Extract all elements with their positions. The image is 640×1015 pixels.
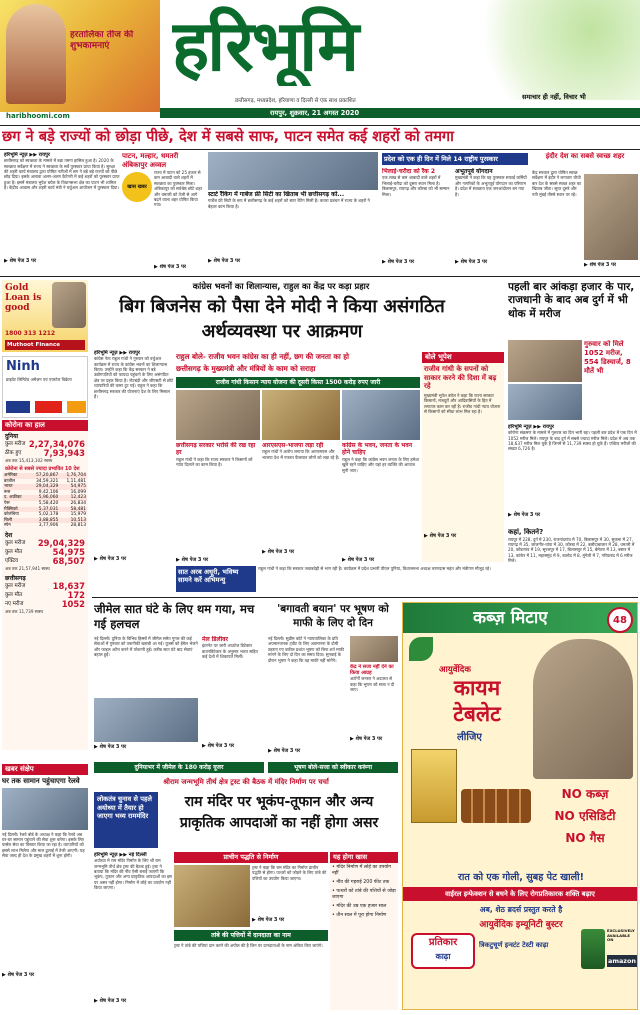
startup-story — [208, 191, 378, 273]
ad-headline: Gold Loan is good — [5, 283, 42, 313]
stat-value: 2,27,34,076 — [28, 439, 85, 450]
continued-link[interactable]: ▶ शेष पेज 3 पर — [208, 258, 241, 265]
gmail-bar: दुनियाभर में जीमेल के 180 करोड़ यूजर — [94, 762, 264, 773]
corona-box — [2, 420, 88, 750]
story-headline: मेल डिलीवर — [202, 636, 228, 643]
country-name: द. अफ्रीका — [4, 495, 22, 501]
train-photo — [2, 788, 88, 830]
virus-bar: वाईरल इन्फेक्शन से बचने के लिए रोगप्रतिकारक शक्ति बढ़ाए — [403, 887, 637, 901]
kadha-name: काढ़ा — [435, 952, 451, 961]
continued-link[interactable]: ▶ शेष पेज 3 पर — [94, 998, 127, 1005]
story-headline: अभूतपूर्व योगदान — [455, 168, 493, 175]
rahul-photo-2 — [262, 390, 340, 440]
country-cases: 29,04,329 — [35, 484, 59, 490]
gmail-story — [94, 636, 200, 760]
country-deaths: 28,813 — [70, 523, 86, 529]
nyay-bar: राजीव गांधी किसान न्याय योजना की दूसरी किस्त 1500 करोड़ रुपए जारी — [176, 377, 420, 388]
continued-link[interactable]: ▶ शेष पेज 3 पर — [268, 748, 301, 754]
continued-link[interactable]: ▶ शेष पेज 3 पर — [508, 512, 541, 519]
story-body: केंद्र सरकार द्वारा घोषित स्वच्छ सर्वेक्षण में इंदौर ने लगातार चौथी बार देश के सबसे स्वच्छ शहर का खिताब जीता। सूरत दूसरे और नवी मुंबई तीसरे स्थान पर रहे। — [532, 170, 582, 197]
ram-temple-image — [174, 865, 250, 927]
durg-photo-2 — [508, 384, 582, 420]
no-item: NO एसिडिटी — [554, 809, 616, 823]
country-deaths: 1,76,704 — [66, 473, 86, 479]
immunity-line: आयुर्वेदिक इम्यूनिटी बुस्टर — [479, 920, 563, 930]
stat-label: कुल मरीज — [5, 583, 26, 590]
prachin-bar: प्राचीन पद्धति से निर्माण — [174, 852, 328, 863]
section-header: यह होगा खास — [330, 852, 398, 863]
patan-story — [122, 152, 204, 274]
story-body: गार्बेज फ्री सिटी के रूप में छत्तीसगढ़ के कई शहरों को स्टार रेटिंग मिली है। कचरा प्रबंधन में राज्य के शहरों ने बेहतर काम किया है। — [208, 198, 370, 209]
bhushan-bar: भूषण बोले-सजा को स्वीकार करूंगा — [268, 762, 398, 773]
district-counts: रायपुर में 228, दुर्ग में 230, राजनांदगांव में 70, बिलासपुर में 30, सुकमा में 27, रायगढ़ में 35, जांजगीर-चांपा में 30, कोरबा में 22, बलौदाबाजार में 28, धमतरी में 20, कोंडागांव में 19, सूरजपुर में 17, बिलासपुर में 15, बेमेतरा में 13, बस्तर में 13, कांकेर में 11, महासमुंद में 9, बालोद में 8, मुंगेली में 7, गरियाबंद में 6 मरीज मिले। — [508, 536, 635, 564]
product-strip — [461, 789, 531, 823]
tagline: लीजिए — [457, 732, 482, 743]
congress-kicker: कांग्रेस भवनों का शिलान्यास, राहुल का केंद्र पर कड़ा प्रहार — [192, 281, 370, 291]
ram-story — [94, 852, 172, 1012]
durg-stats: गुरुवार को मिले 1052 मरीज, 554 डिस्चार्ज, 8 मौतें भी — [584, 340, 631, 375]
pratikar-name: प्रतिकार — [428, 937, 458, 948]
section-header: खबर संक्षेप — [2, 764, 88, 775]
gold-loan-ad[interactable] — [2, 280, 88, 352]
rahul-quote: राहुल बोले- राजीव भवन कांग्रेस का ही नहीं, छग की जनता का हो — [176, 352, 349, 361]
ad-brand: Ninh — [6, 359, 40, 374]
country-name: ब्राजील — [4, 478, 16, 484]
award-ceremony-photo — [208, 152, 378, 190]
world-head: दुनिया — [5, 433, 19, 440]
promo-text: हरतालिका तीज की शुभकामनाएं — [70, 30, 134, 51]
prachin-story — [252, 865, 328, 927]
khas-item: • मंदिर की उम्र एक हजार साल — [332, 904, 387, 909]
story-body: राहुल ने कहा कि कांग्रेस भवन जनता के लिए हमेशा खुले रहने चाहिए और यहां हर व्यक्ति की आवाज सुनी जाए। — [342, 456, 420, 473]
byline: हरिभूमि न्यूज़ ▶▶ रायपुर — [4, 152, 50, 158]
congress-headline: बिग बिजनेस को पैसा देने मोदी ने किया असंगठित अर्थव्यवस्था पर आक्रमण — [119, 296, 445, 342]
trikatu-line: त्रिकटुचूर्ण इन्स्टंट टेस्टी काढ़ा — [479, 941, 549, 949]
story-body: मुख्यमंत्री ने कहा कि यह पुरस्कार सफाई कर्मियों और नागरिकों के अभूतपूर्व योगदान का परिणाम है। प्रदेश में स्वच्छता एक जनआंदोलन बन गया है। — [455, 175, 527, 197]
leaf-decoration — [476, 0, 640, 100]
cg-stats — [2, 582, 88, 609]
no-list — [533, 783, 637, 849]
continued-link[interactable]: ▶ शेष पेज 3 पर — [584, 262, 617, 268]
editions: छत्तीसगढ़, मध्यप्रदेश, हरियाणा व दिल्ली से एक साथ प्रकाशित — [235, 98, 356, 104]
country-name: चिली — [4, 517, 13, 523]
story-body: अटॉर्नी जनरल ने अदालत से कहा कि भूषण को सजा न दी जाए। — [350, 676, 395, 693]
continued-link[interactable]: ▶ शेष पेज 3 पर — [424, 532, 457, 539]
state-award-bar: प्रदेश को एक ही दिन में मिले 14 राष्ट्रीय पुरस्कार — [382, 153, 528, 165]
exclusively: EXCLUSIVELY AVAILABLE ON — [607, 929, 635, 943]
country-deaths: 1,11,481 — [66, 478, 86, 484]
ambassador-photo — [533, 639, 633, 779]
product-name: कायम टेबलेट — [453, 676, 501, 726]
section-header: बोले भूपेश — [422, 352, 504, 363]
no-item: NO गैस — [565, 831, 605, 845]
continued-link[interactable]: ▶ शेष पेज 3 पर — [455, 259, 488, 266]
story-body: नई दिल्ली। रेलवे बोर्ड के अध्यक्ष ने कहा कि रेलवे अब घर-घर सामान पहुंचाने की सेवा शुरू करेगा। इसके लिए पार्सल सेवा का विस्तार किया जा रहा है। व्यापारियों को इससे लाभ मिलेगा और माल ढुलाई में तेजी आएगी। यह सेवा जल्द ही देश के प्रमुख शहरों में शुरू होगी। — [2, 831, 85, 859]
story-body: अयोध्या में राम मंदिर निर्माण के लिए श्री राम जन्मभूमि तीर्थ क्षेत्र ट्रस्ट की बैठक हुई। ट्रस्ट ने बताया कि मंदिर की नींव ऐसी बनाई जाएगी कि भूकंप, तूफान और अन्य प्राकृतिक आपदाओं का इस पर असर नहीं होगा। निर्माण में लोहे का उपयोग नहीं किया जाएगा। — [94, 858, 172, 891]
country-deaths: 54,975 — [70, 484, 86, 490]
country-cases: 57,20,867 — [35, 473, 59, 479]
world-stats — [2, 440, 88, 458]
country-cases: 34,59,321 — [35, 478, 59, 484]
india-note: अब तक 21,57,941 स्वस्थ — [5, 566, 50, 572]
story-body: मुख्यमंत्री भूपेश बघेल ने कहा कि राज्य सरकार किसानों, मजदूरों और आदिवासियों के हित में लगातार काम कर रही है। राजीव गांधी न्याय योजना से किसानों को सीधा लाभ मिल रहा है। — [424, 392, 501, 414]
continued-link[interactable]: ▶ शेष पेज 3 पर — [176, 556, 209, 562]
byline: हरिभूमि न्यूज़ ▶▶ रायपुर — [94, 350, 140, 356]
congress-body — [94, 350, 174, 570]
cg-head: छत्तीसगढ़ — [5, 574, 26, 582]
india-stats — [2, 539, 88, 566]
story-headline: आरएसएस-भाजपा लड़ा रही — [262, 442, 324, 449]
amazon-badge: amazon — [608, 957, 636, 965]
story-body: कोरोना संक्रमण के मामले में गुरुवार का दिन भारी रहा। पहली बार प्रदेश में एक दिन में 1052 मरीज मिले। रायपुर के बाद दुर्ग में सबसे ज्यादा मरीज मिले। प्रदेश में अब तक 18,637 मरीज मिल चुके हैं जिनमें से 11,739 स्वस्थ हो चुके हैं। एक्टिव मरीजों की संख्या 6,726 है। — [508, 430, 637, 452]
rahul-photo-3 — [342, 390, 420, 440]
slogan: समाचार ही नहीं, विचार भी — [522, 93, 586, 101]
byline: हरिभूमि न्यूज़ ▶▶ रायपुर — [508, 424, 554, 430]
country-name: मैक्सिको — [4, 506, 18, 512]
khas-item: • तीन साल में पूरा होगा निर्माण — [332, 913, 387, 918]
continued-link[interactable]: ▶ शेष पेज 3 पर — [382, 259, 415, 266]
country-deaths: 16,099 — [70, 489, 86, 495]
ram-headline: राम मंदिर पर भूकंप-तूफान और अन्य प्राकृतिक आपदाओं का नहीं होगा असर — [179, 794, 379, 831]
story-body: इंटरनेट पर जारी आउटेज डिटेक्टर डाउनडिटेक्टर के अनुसार भारत सहित कई देशों में शिकायतें मिलीं। — [202, 643, 258, 660]
country-cases: 5,58,420 — [38, 500, 59, 506]
jar-image — [581, 929, 605, 969]
gmail-side — [202, 636, 264, 760]
country-cases: 3,88,855 — [38, 517, 59, 523]
ram-kicker: श्रीराम जन्मभूमि तीर्थ क्षेत्र ट्रस्ट की बैठक में मंदिर निर्माण पर चर्चा — [163, 778, 329, 786]
story-headline: घर तक सामान पहुंचाएगा रेलवे — [2, 777, 80, 785]
country-name: रूस — [4, 489, 11, 495]
bhushan-headline: 'बगावती बयान' पर भूषण को माफी के लिए दो दिन — [277, 603, 389, 629]
copper-body: ट्रस्ट ने तांबे की पत्तियां दान करने की अपील की है जिन पर दानदाताओं के नाम अंकित किए जाएंगे। — [174, 943, 323, 948]
kayam-ad[interactable] — [402, 602, 638, 1010]
stat-value: 68,507 — [52, 556, 85, 567]
story-body: राहुल गांधी ने कहा कि राज्य सरकार ने किसानों को न्याय दिलाने का काम किया है। — [176, 456, 253, 468]
affected-head: कोरोना से सबसे ज्यादा प्रभावित 10 देश — [5, 465, 80, 472]
corona-header: कोरोना का हाल — [2, 420, 88, 431]
sub-story-1 — [176, 442, 260, 562]
khas-item: • नींव की गहराई 200 फीट तक — [332, 880, 390, 885]
country-name: स्पेन — [4, 523, 11, 529]
country-name: भारत — [4, 484, 13, 490]
divider — [0, 276, 640, 277]
divider — [0, 125, 640, 126]
indore-story — [532, 152, 638, 274]
stat-label: कुल मरीज — [5, 540, 26, 547]
country-deaths: 10,513 — [70, 517, 86, 523]
stat-label: कुल मौत — [5, 549, 23, 556]
country-table — [3, 473, 87, 529]
stat-label: एक्टिव — [5, 558, 19, 565]
kahan-kitne — [508, 528, 638, 596]
durg-story — [508, 424, 638, 526]
ad-badge — [607, 607, 633, 633]
continued-link[interactable]: ▶ शेष पेज 3 पर — [2, 971, 35, 978]
country-cases: 5,96,060 — [38, 495, 59, 501]
product-box — [411, 749, 457, 823]
note-body: राहुल गांधी ने कहा कि सरकार जवाबदेही से भाग रही है। कार्यक्रम में प्रदेश प्रभारी पीएल पुनिया, विधानसभा अध्यक्ष चरणदास महंत और मंत्रीगण मौजूद रहे। — [258, 566, 491, 571]
rahul-photo-1 — [176, 390, 260, 440]
byline: हरिभूमि न्यूज़ ▶▶ नई दिल्ली — [94, 852, 147, 858]
story-headline: कांग्रेस के भवन, जनता के भवन होने चाहिए — [342, 442, 413, 457]
stat-value: 7,93,943 — [43, 448, 85, 459]
note-box: सात अरब अधूरी, भविष्य सामने करें अभिमन्यु — [176, 566, 256, 592]
masthead — [0, 0, 640, 126]
stat-value: 18,637 — [52, 581, 85, 592]
bhushan-photo — [350, 636, 398, 662]
stat-value: 29,04,329 — [37, 538, 85, 549]
stat-value: 1052 — [61, 599, 85, 610]
continued-link[interactable]: ▶ शेष पेज 3 पर — [94, 744, 127, 750]
bole-bhupesh-box — [422, 352, 504, 562]
ad-brand: Muthoot Finance — [5, 340, 85, 350]
story-headline: भिलाई-चरौदा को रैंक 2 — [382, 168, 436, 175]
continued-link[interactable]: ▶ शेष पेज 3 पर — [154, 264, 187, 270]
continued-link[interactable]: ▶ शेष पेज 3 पर — [202, 743, 235, 750]
world-note: अब तक 15,413,102 स्वस्थ — [5, 458, 53, 464]
continued-link[interactable]: ▶ शेष पेज 3 पर — [252, 917, 285, 923]
country-row — [3, 523, 87, 529]
promo-photo — [6, 4, 66, 104]
country-deaths: 26,834 — [70, 500, 86, 506]
story-body: राज्य में पाटन को 25 हजार से कम आबादी वाले शहरों में स्वच्छता का पुरस्कार मिला। अंबिकापुर को सर्वश्रेष्ठ छोटे शहर और धमतरी को तेजी से आगे बढ़ने वाला शहर घोषित किया गया। — [154, 170, 203, 208]
country-name: पेरू — [4, 500, 10, 506]
continued-link[interactable]: ▶ शेष पेज 3 पर — [342, 556, 375, 562]
story-body: नई दिल्ली। सुप्रीम कोर्ट ने न्यायपालिका के प्रति अपमानजनक ट्वीट के लिए अवमानना के दोषी ठहराए गए वकील प्रशांत भूषण को बिना शर्त माफी मांगने के लिए दो दिन का समय दिया। सुनवाई के दौरान भूषण ने कहा कि वह माफी नहीं मांगेंगे। — [268, 636, 344, 663]
story-body: एक लाख से कम आबादी वाले शहरों में भिलाई-चरौदा को दूसरा स्थान मिला है। बिलासपुर, रायगढ़ और कोरबा को भी सम्मान मिला। — [382, 175, 450, 197]
country-deaths: 58,481 — [70, 506, 86, 512]
ninh-ad[interactable] — [2, 356, 88, 418]
story-headline: छत्तीसगढ़ सरकार भरोसे की रख रहा हर — [176, 442, 256, 457]
copper-bar: तांबे की पत्तियों में दानदाता का नाम — [174, 930, 328, 941]
bilai-story — [382, 168, 452, 272]
story-headline: पाटन, मल्हार, धमतरी अंबिकापुर अव्वल — [122, 152, 179, 169]
durg-photo — [508, 340, 582, 382]
divider — [0, 149, 640, 150]
durg-headline: पहली बार आंकड़ा हजार के पार, राजधानी के बाद अब दुर्ग में भी थोक में मरीज — [508, 281, 635, 320]
story-headline: राजीव गांधी के सपनों को साकार करने की दिशा में बढ़ रहे — [424, 365, 497, 391]
ab-line: अब, शेठ ब्रदर्स प्रस्तुत करते है — [479, 905, 563, 914]
stat-label: कुल मरीज — [5, 441, 26, 448]
sub-story-2 — [262, 442, 340, 562]
khas-item: • पत्थरों को तांबे की पत्तियों से जोड़ा जाएगा — [332, 889, 396, 900]
badge-text: खास खबर — [127, 184, 147, 190]
khas-list — [330, 863, 398, 919]
continued-link[interactable]: ▶ शेष पेज 3 पर — [4, 258, 37, 265]
gmail-photo — [94, 698, 198, 742]
country-cases: 5,02,178 — [38, 512, 59, 518]
bhushan-side — [350, 664, 398, 760]
continued-link[interactable]: ▶ शेष पेज 3 पर — [262, 549, 295, 556]
khaas-khabar-badge — [122, 172, 152, 202]
stat-row — [5, 600, 85, 609]
ad-text: प्राइवेट लिमिटेड अमेज़न एवं एयरटेल विक्रेता — [6, 377, 72, 382]
date-bar — [160, 108, 640, 118]
website[interactable]: haribhoomi.com — [6, 112, 70, 120]
pratikar-logo — [411, 933, 475, 969]
stat-label: ठीक हुए — [5, 450, 22, 457]
divider — [92, 597, 638, 598]
story-body: कांग्रेस नेता राहुल गांधी ने गुरुवार को वर्चुअल कार्यक्रम में राज्य के कांग्रेस भवनों का शिलान्यास किया। उन्होंने कहा कि केंद्र सरकार ने बड़े उद्योगपतियों को फायदा पहुंचाने के लिए असंगठित क्षेत्र पर प्रहार किया है। नोटबंदी और जीएसटी से छोटे व्यापारियों की कमर टूट गई। राहुल ने कहा कि छत्तीसगढ़ सरकार की योजनाएं देश के लिए मिसाल हैं। — [94, 356, 174, 400]
country-name: कोलंबिया — [4, 512, 19, 518]
khas-box — [330, 852, 398, 1010]
story-body: छत्तीसगढ़ को स्वच्छता के मामले में बड़ा तमगा हासिल हुआ है। 2020 के स्वच्छता सर्वेक्षण में राज्य ने स्वच्छता के सर्वे पुरस्कार प्राप्त किया है। सुरक्षा की शहरी कार्य मंत्रालय द्वारा घोषित नतीजों में छग ने बड़े बड़े राज्यों को पीछे छोड़ दिया। इसके अलावा अलग-अलग कैटेगरी में कई शहरों को पुरस्कार प्राप्त हुआ है। इसमें मंत्रालय भूपेश बघेल के विधानसभा क्षेत्र का पाटन भी शामिल है। केंद्रीय आवास और शहरी कार्य मंत्री ने वर्चुअल आयोजन में पुरस्कार दिया। — [4, 158, 120, 191]
section-head: कहां, कितने? — [508, 528, 544, 536]
badge-number: 48 — [613, 614, 627, 626]
country-cases: 9,42,106 — [38, 489, 59, 495]
bhushan-story — [268, 636, 348, 760]
india-head: देश — [5, 531, 13, 539]
promo-banner — [0, 0, 160, 112]
khas-item: • मंदिर निर्माण में लोहे का उपयोग नहीं — [332, 865, 391, 876]
leaf-icon — [409, 637, 433, 661]
gmail-headline: जीमेल सात घंटे के लिए थम गया, मच गई हलचल — [94, 602, 255, 631]
story-body: राहुल गांधी ने आरोप लगाया कि आरएसएस और भाजपा देश में नफरत फैलाकर लोगों को लड़ा रहे हैं। — [262, 449, 340, 460]
story-body: नई दिल्ली। दुनिया के विभिन्न हिस्सों में जीमेल समेत गूगल की कई सेवाओं में गुरुवार को तकनीकी खराबी आ गई। यूजर्स को ईमेल भेजने और फाइल अटैच करने में परेशानी हुई। करीब सात घंटे बाद सेवाएं बहाल हुईं। — [94, 636, 198, 658]
ram-box: लोकतंत्र चुनाव से पहले अयोध्या में तैयार हो जाएगा भव्य राममंदिर — [94, 792, 158, 848]
brand-line: आयुर्वेदिक — [439, 665, 471, 675]
dateline: रायपुर, शुक्रवार, 21 अगस्त 2020 — [270, 109, 360, 117]
country-row — [3, 512, 87, 518]
cleanliness-story — [4, 152, 120, 272]
top-headline: छग ने बड़े राज्यों को छोड़ा पीछे, देश में सबसे साफ, पाटन समेत कई शहरों को तमगा — [2, 128, 454, 145]
country-deaths: 15,979 — [70, 512, 86, 518]
story-headline: केंद्र ने सजा नहीं देने का किया आग्रह — [350, 664, 394, 677]
continued-link[interactable]: ▶ शेष पेज 3 पर — [94, 556, 127, 563]
indore-photo — [584, 174, 638, 260]
logo: हरिभूमि — [172, 6, 358, 86]
no-item: NO कब्ज़ — [561, 787, 609, 801]
khabar-sankshep — [2, 764, 88, 1012]
stat-label: नए मरीज — [5, 601, 24, 608]
sub-story-3 — [342, 442, 420, 562]
country-cases: 3,77,906 — [38, 523, 59, 529]
story-body: ट्रस्ट ने कहा कि राम मंदिर का निर्माण प्राचीन पद्धति से होगा। पत्थरों को जोड़ने के लिए तांबे की पत्तियों का उपयोग किया जाएगा। — [252, 865, 327, 881]
raat-line: रात को एक गोली, सुबह पेट खाली! — [457, 872, 584, 883]
cm-line: छत्तीसगढ़ के मुख्यमंत्री और मंत्रियों के काम को सराहा — [176, 364, 316, 373]
ad-phone: 1800 313 1212 — [5, 330, 56, 337]
stat-row — [5, 449, 85, 458]
country-name: अमेरिका — [4, 473, 18, 479]
country-row — [3, 473, 87, 479]
stat-row — [5, 557, 85, 566]
country-cases: 5,37,031 — [38, 506, 59, 512]
abhutpurv-story — [455, 168, 529, 272]
stat-value: 172 — [67, 590, 85, 601]
stat-value: 54,975 — [52, 547, 85, 558]
cg-note: अब तक 11,739 स्वस्थ — [5, 609, 44, 615]
ad-logos — [6, 401, 86, 413]
ad-title: कब्ज़ मिटाए — [473, 608, 548, 628]
story-headline: इंदौर देश का सबसे स्वच्छ शहर — [545, 152, 625, 160]
stat-label: कुल मौत — [5, 592, 23, 599]
country-deaths: 12,423 — [70, 495, 86, 501]
ad-photo — [52, 282, 86, 328]
continued-link[interactable]: ▶ शेष पेज 3 पर — [350, 736, 383, 743]
story-headline: स्टार्ट रैंकिंग में गार्बेज फ्री सिटी का खिताब भी छत्तीसगढ़ को... — [208, 191, 345, 198]
